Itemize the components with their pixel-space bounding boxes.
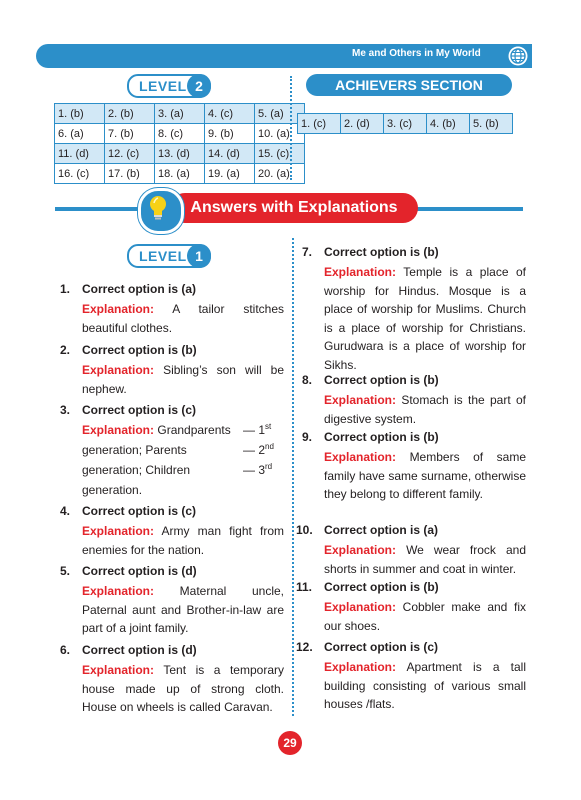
item-explanation [82,522,284,559]
item-answer: Correct option is (c) [82,504,197,518]
item-number: 5. [60,564,71,578]
item-explanation [324,541,526,578]
item-explanation [82,300,284,337]
answer-cell: 1. (c) [298,114,341,134]
achievers-answer-table [297,113,513,134]
explanation-text: — 1 [243,423,266,437]
answer-cell: 5. (b) [470,114,513,134]
level-1-badge [127,244,211,268]
lightbulb-icon [148,195,168,221]
explanation-text: Sibling’s son will be nephew. [82,363,284,396]
answer-cell: 6. (a) [55,124,105,144]
item-explanation [324,263,526,374]
item-explanation [324,448,526,504]
answer-cell: 2. (b) [105,104,155,124]
explanation-key: Explanation: [82,524,155,538]
answer-cell: 7. (b) [105,124,155,144]
level-2-answer-table [54,103,305,184]
answer-cell: 16. (c) [55,164,105,184]
item-explanation [324,391,526,428]
answer-cell: 9. (b) [205,124,255,144]
explanation-text: A tailor stitches beautiful clothes. [82,302,285,335]
answer-row [298,114,513,134]
item-number: 2. [60,343,71,357]
answer-cell: 2. (d) [341,114,384,134]
item-answer: Correct option is (a) [82,282,197,296]
answer-cell: 3. (a) [155,104,205,124]
explanation-text: Tent is a temporary house made up of strong cloth. House on wheels is called Caravan. [82,663,284,714]
answer-cell: 12. (c) [105,144,155,164]
explanation-key: Explanation: [324,660,397,674]
item-answer: Correct option is (b) [324,373,439,387]
answer-cell: 4. (b) [427,114,470,134]
explanation-text: generation. [82,483,143,497]
explanation-text: — 3 [243,463,266,477]
explanation-text: Members of same family have same surname, otherwise they belong to different family. [324,450,526,501]
explanation-key: Explanation: [324,265,397,279]
answer-cell: 13. (d) [155,144,205,164]
item-number: 10. [296,523,313,537]
answer-cell: 18. (a) [155,164,205,184]
explanation-key: Explanation: [324,600,397,614]
explanation-key: Explanation: [324,393,397,407]
answer-cell: 3. (c) [384,114,427,134]
item-number: 11. [296,580,313,594]
answer-cell: 10. (a) [255,124,305,144]
explanation-text: Cobbler make and fix our shoes. [324,600,526,633]
explanation-key: Explanation: [82,363,155,377]
item-answer: Correct option is (b) [82,343,197,357]
explanation-text: Stomach is the part of digestive system. [324,393,526,426]
item-answer: Correct option is (d) [82,564,197,578]
item-explanation [82,582,284,638]
item-answer: Correct option is (b) [324,430,439,444]
level-label: LEVEL [139,78,187,94]
answer-cell: 17. (b) [105,164,155,184]
item-number: 7. [302,245,313,259]
achievers-section-title: ACHIEVERS SECTION [306,74,512,96]
explanation-text: generation; Parents [82,443,187,457]
answer-cell: 14. (d) [205,144,255,164]
superscript: st [265,422,272,431]
explanation-key: Explanation: [324,543,397,557]
answer-cell: 5. (a) [255,104,305,124]
superscript: rd [265,462,273,471]
column-divider [292,238,294,716]
level-label: LEVEL [139,248,187,264]
item-number: 8. [302,373,313,387]
answer-cell: 15. (c) [255,144,305,164]
item-explanation [324,598,526,635]
item-number: 1. [60,282,71,296]
section-title: Answers with Explanations [170,193,418,223]
item-number: 9. [302,430,313,444]
explanation-key: Explanation: [82,423,155,437]
item-explanation [82,421,284,503]
item-answer: Correct option is (b) [324,580,439,594]
item-answer: Correct option is (b) [324,245,439,259]
answer-row [55,164,305,184]
explanation-text: Temple is a place of worship for Hindus. Mosque is a place of worship for Muslims. Church is a place of worship for Christians. Gurudwara is a place of worship for Sikhs. [324,265,526,372]
level-number: 2 [187,74,211,98]
item-answer: Correct option is (a) [324,523,439,537]
item-explanation [82,661,284,717]
explanation-text: Maternal uncle, Paternal aunt and Brother-in-law are part of a joint family. [82,584,284,635]
answer-cell: 19. (a) [205,164,255,184]
explanation-key: Explanation: [324,450,397,464]
explanation-key: Explanation: [82,584,155,598]
explanation-text: We wear frock and shorts in summer and coat in winter. [324,543,526,576]
explanation-key: Explanation: [82,302,155,316]
item-answer: Correct option is (c) [324,640,439,654]
answer-row [55,144,305,164]
item-number: 3. [60,403,71,417]
answer-cell: 20. (a) [255,164,305,184]
answer-cell: 4. (c) [205,104,255,124]
level-number: 1 [187,244,211,268]
chapter-title: Me and Others in My World [352,48,481,59]
item-explanation [324,658,526,714]
answer-cell: 11. (d) [55,144,105,164]
page-number: 29 [278,731,302,755]
answer-cell: 8. (c) [155,124,205,144]
item-explanation [82,361,284,398]
column-divider [290,76,292,180]
answer-cell: 1. (b) [55,104,105,124]
superscript: nd [265,442,274,451]
explanation-key: Explanation: [82,663,155,677]
explanation-text: — 2 [243,443,266,457]
explanation-text: Apartment is a tall building consisting of various small houses /flats. [324,660,527,711]
item-answer: Correct option is (c) [82,403,197,417]
item-number: 4. [60,504,71,518]
item-number: 6. [60,643,71,657]
globe-icon [508,46,528,66]
explanation-text: Army man fight from enemies for the nation. [82,524,284,557]
answer-row [55,104,305,124]
item-number: 12. [296,640,313,654]
explanation-text: Grandparents [157,423,231,437]
answer-row [55,124,305,144]
level-2-badge [127,74,211,98]
item-answer: Correct option is (d) [82,643,197,657]
explanation-text: generation; Children [82,463,191,477]
